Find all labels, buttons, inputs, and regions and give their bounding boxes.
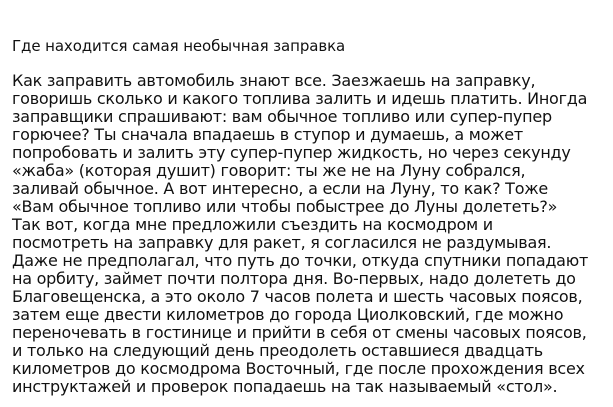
article-line: Даже не предполагал, что путь до точки, откуда спутники попадают [12, 251, 589, 270]
article-line: говоришь сколько и какого топлива залить и идешь платить. Иногда [12, 89, 588, 108]
article-body [12, 72, 610, 396]
article-line: Как заправить автомобиль знают все. Заезжаешь на заправку, [12, 71, 536, 90]
article-line: заливай обычное. А вот интересно, а если на Луну, то как? Тоже [12, 179, 548, 198]
article-line: Благовещенска, а это около 7 часов полета и шесть часовых поясов, [12, 287, 583, 306]
article-line: «Вам обычное топливо или чтобы побыстрее до Луны долететь?» [12, 197, 558, 216]
article-line: затем еще двести километров до города Циолковский, где можно [12, 305, 564, 324]
article-line: километров до космодрома Восточный, где после прохождения всех [12, 359, 585, 378]
article-line: на орбиту, займет почти полтора дня. Во-первых, надо долететь до [12, 269, 576, 288]
article-line: заправщики спрашивают: вам обычное топливо или супер-пупер [12, 107, 552, 126]
article-line: переночевать в гостинице и прийти в себя от смены часовых поясов, [12, 323, 587, 342]
article-line: Так вот, когда мне предложили съездить на космодром и [12, 215, 493, 234]
article-line: горючее? Ты сначала впадаешь в ступор и думаешь, а может [12, 125, 523, 144]
article-line: попробовать и залить эту супер-пупер жидкость, но через секунду [12, 143, 571, 162]
article-title: Где находится самая необычная заправка [12, 37, 346, 55]
article-line: посмотреть на заправку для ракет, я согласился не раздумывая. [12, 233, 552, 252]
article-line: и только на следующий день преодолеть оставшиеся двадцать [12, 341, 543, 360]
article-line: инструктажей и проверок попадаешь на так называемый «стол». [12, 377, 558, 396]
article-line: «жаба» (которая душит) говорит: ты же не на Луну собрался, [12, 161, 526, 180]
